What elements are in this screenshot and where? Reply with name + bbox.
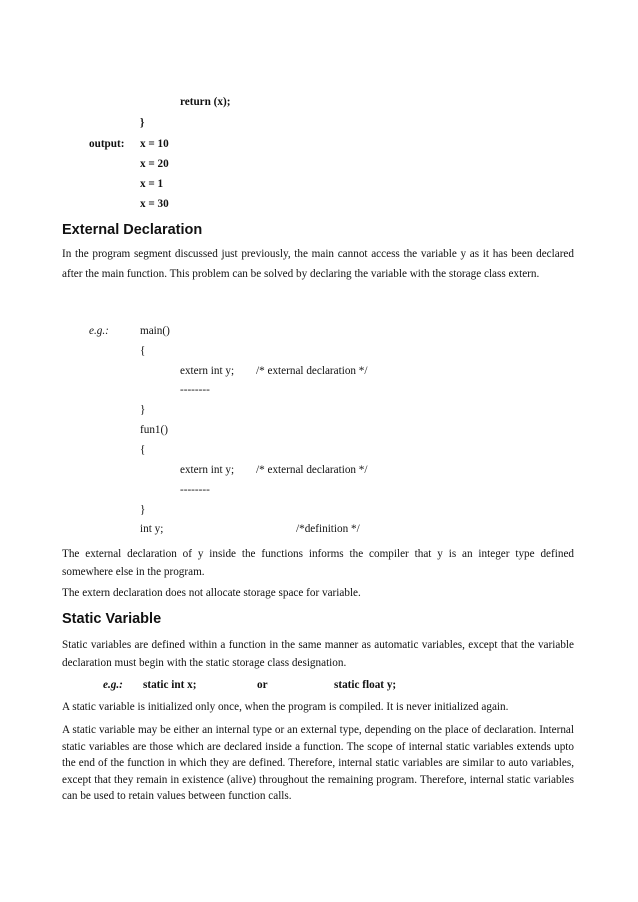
code-main: main()	[140, 325, 170, 337]
output-line: x = 1	[140, 178, 164, 190]
output-line: x = 30	[140, 198, 169, 210]
code-open-brace: {	[140, 444, 146, 456]
external-paragraph-1: The external declaration of y inside the functions informs the compiler that y is an integer type defined somewhere else in the program.	[62, 548, 574, 578]
static-paragraph-2: A static variable may be either an internal type or an external type, depending on the place of declaration. Internal static variables are those which are declared inside a function. The scope of internal static variables extends upto the end of the function in which they are defined. Therefore, internal static variables are similar to auto variables, except that they remain in existence (alive) throughout the remaining program. Therefore, internal static variables can be used to retain values between function calls.	[62, 724, 574, 802]
code-int-y: int y;	[140, 523, 164, 535]
code-close-brace: }	[140, 504, 146, 516]
code-close-brace: }	[140, 117, 145, 129]
static-paragraph-1: A static variable is initialized only once, when the program is compiled. It is never initialized again.	[62, 701, 509, 713]
static-example-1: static int x;	[143, 679, 197, 691]
static-example-2: static float y;	[334, 679, 397, 691]
code-comment: /* external declaration */	[256, 365, 368, 377]
external-intro-paragraph: In the program segment discussed just previously, the main cannot access the variable y as it has been declared after the main function. This problem can be solved by declaring the variable with the storage class extern.	[62, 248, 574, 280]
output-line: x = 10	[140, 138, 169, 150]
static-intro-paragraph: Static variables are defined within a function in the same manner as automatic variables, except that the variable declaration must begin with the static storage class designation.	[62, 639, 574, 669]
code-extern-decl: extern int y;	[180, 464, 235, 476]
code-definition-comment: /*definition */	[296, 523, 360, 535]
code-dashes: --------	[180, 384, 210, 396]
code-fun1: fun1()	[140, 424, 168, 436]
code-dashes: --------	[180, 484, 210, 496]
heading-external-declaration: External Declaration	[62, 222, 203, 238]
code-return-line: return (x);	[180, 96, 231, 108]
code-extern-decl: extern int y;	[180, 365, 235, 377]
eg-label: e.g.:	[103, 679, 123, 691]
output-line: x = 20	[140, 158, 169, 170]
code-open-brace: {	[140, 345, 146, 357]
static-example-or: or	[257, 679, 268, 691]
external-paragraph-2: The extern declaration does not allocate storage space for variable.	[62, 587, 361, 599]
eg-label: e.g.:	[89, 325, 109, 337]
code-close-brace: }	[140, 404, 146, 416]
heading-static-variable: Static Variable	[62, 611, 162, 627]
output-label: output:	[89, 138, 125, 150]
code-comment: /* external declaration */	[256, 464, 368, 476]
